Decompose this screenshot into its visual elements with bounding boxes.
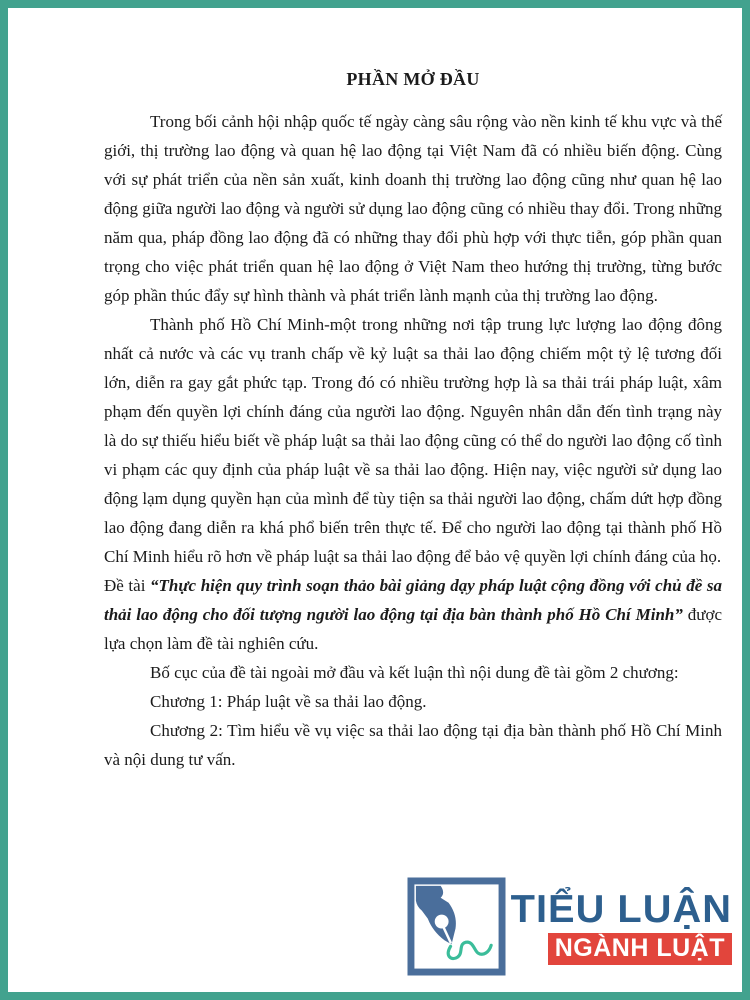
paragraph-chapter-1: Chương 1: Pháp luật về sa thải lao động. <box>150 692 427 711</box>
brand-logo-text <box>510 887 732 965</box>
paragraph-chapter-2: Chương 2: Tìm hiểu về vụ việc sa thải lao động tại địa bàn thành phố Hồ Chí Minh và nội dung tư vấn. <box>104 721 722 769</box>
logo-title: TIỂU LUẬN <box>510 887 732 931</box>
fountain-pen-icon <box>407 877 506 976</box>
paragraph-hcmc: Thành phố Hồ Chí Minh-một trong những nơi tập trung lực lượng lao động đông nhất cả nước và các vụ tranh chấp về kỷ luật sa thải lao động chiếm một tỷ lệ tương đối lớn, diễn ra gay gắt phức tạp. Trong đó có nhiều trường hợp là sa thải trái pháp luật, xâm phạm đến quyền lợi chính đáng của người lao động. Nguyên nhân dẫn đến tình trạng này là do sự thiếu hiểu biết về pháp luật sa thải lao động cũng có thể do người lao động cố tình vi phạm các quy định của pháp luật về sa thải lao động. Hiện nay, việc người sử dụng lao động lạm dụng quyền hạn của mình để tùy tiện sa thải người lao động, chấm dứt hợp đồng lao động đang diễn ra khá phổ biến trên thực tế. Để cho người lao động tại thành phố Hồ Chí Minh hiểu rõ hơn về pháp luật sa thải lao động để bảo vệ quyền lợi chính đáng của họ. <box>104 315 722 566</box>
logo-subtitle-badge: NGÀNH LUẬT <box>548 933 732 965</box>
topic-prefix: Đề tài <box>104 576 151 595</box>
page-title: PHẦN MỞ ĐẦU <box>346 69 480 89</box>
paragraph-intro: Trong bối cảnh hội nhập quốc tế ngày càng sâu rộng vào nền kinh tế khu vực và thế giới, thị trường lao động và quan hệ lao động tại Việt Nam đã có nhiều biến động. Cùng với sự phát triển của nền sản xuất, kinh doanh thị trường lao động cũng như quan hệ lao động giữa người lao động và người sử dụng lao động cũng có nhiều thay đổi. Trong những năm qua, pháp đồng lao động đã có những thay đổi phù hợp với thực tiễn, góp phần quan trọng cho việc phát triển quan hệ lao động ở Việt Nam theo hướng thị trường, từng bước góp phần thúc đẩy sự hình thành và phát triển lành mạnh của thị trường lao động. <box>104 112 722 305</box>
paragraph-topic <box>104 571 722 658</box>
document-body <box>104 65 722 774</box>
paragraph-structure: Bố cục của đề tài ngoài mở đầu và kết luận thì nội dung đề tài gồm 2 chương: <box>150 663 679 682</box>
brand-logo <box>407 877 732 976</box>
topic-suffix: được lựa chọn làm đề tài nghiên cứu. <box>104 605 722 653</box>
thesis-title-quote: “Thực hiện quy trình soạn thảo bài giảng dạy pháp luật cộng đồng với chủ đề sa thải lao động cho đối tượng người lao động tại địa bàn thành phố Hồ Chí Minh” <box>104 576 722 624</box>
